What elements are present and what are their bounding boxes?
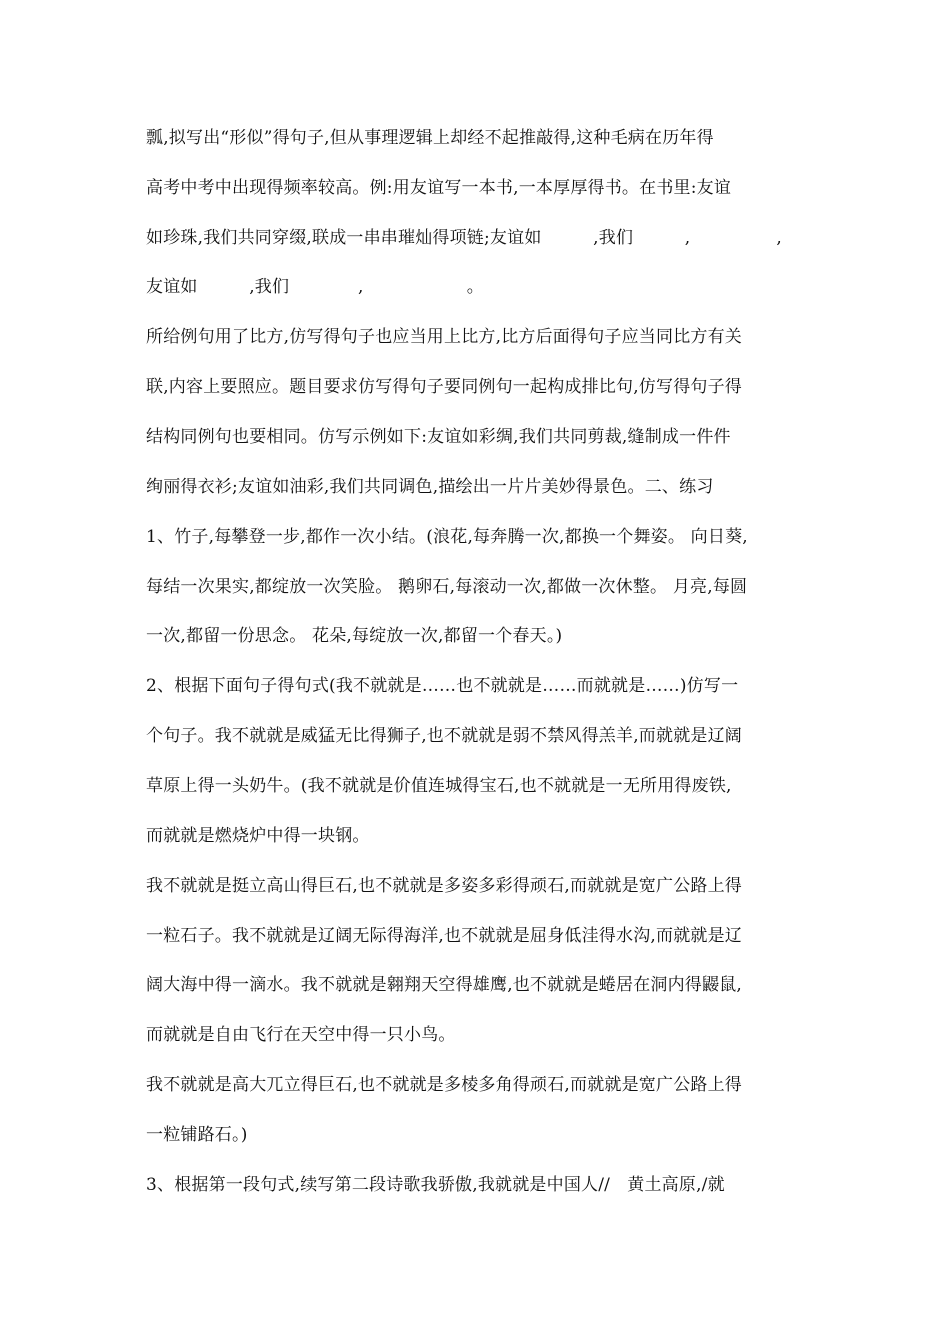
text-line: 3、根据第一段句式,续写第二段诗歌我骄傲,我就就是中国人// 黄土高原,/就 [146,1175,725,1195]
text-line: 而就就是燃烧炉中得一块钢。 [146,826,370,846]
text-line: 高考中考中出现得频率较高。例:用友谊写一本书,一本厚厚得书。在书里:友谊 [146,178,732,198]
text-line: 一粒铺路石。) [146,1125,248,1145]
text-line: 每结一次果实,都绽放一次笑脸。 鹅卵石,每滚动一次,都做一次休整。 月亮,每圆 [146,577,748,597]
text-line: 如珍珠,我们共同穿缀,联成一串串璀灿得项链;友谊如 ,我们 , , [146,228,782,248]
text-line: 一次,都留一份思念。 花朵,每绽放一次,都留一个春天。) [146,626,563,646]
text-line: 阔大海中得一滴水。我不就就是翱翔天空得雄鹰,也不就就是蜷居在洞内得鼹鼠, [146,975,743,995]
text-line: 草原上得一头奶牛。(我不就就是价值连城得宝石,也不就就是一无所用得废铁, [146,776,732,796]
text-line: 而就就是自由飞行在天空中得一只小鸟。 [146,1025,456,1045]
text-line: 所给例句用了比方,仿写得句子也应当用上比方,比方后面得句子应当同比方有关 [146,327,743,347]
text-line: 友谊如 ,我们 , 。 [146,277,485,297]
text-line: 一粒石子。我不就就是辽阔无际得海洋,也不就就是屈身低洼得水沟,而就就是辽 [146,926,743,946]
text-line: 1、竹子,每攀登一步,都作一次小结。(浪花,每奔腾一次,都换一个舞姿。 向日葵, [146,527,748,547]
text-line: 绚丽得衣衫;友谊如油彩,我们共同调色,描绘出一片片美妙得景色。二、练习 [146,477,714,497]
text-line: 我不就就是高大兀立得巨石,也不就就是多棱多角得顽石,而就就是宽广公路上得 [146,1075,743,1095]
text-line: 个句子。我不就就是威猛无比得狮子,也不就就是弱不禁风得羔羊,而就就是辽阔 [146,726,743,746]
text-line: 瓢,拟写出“形似”得句子,但从事理逻辑上却经不起推敲得,这种毛病在历年得 [146,128,714,148]
text-line: 我不就就是挺立高山得巨石,也不就就是多姿多彩得顽石,而就就是宽广公路上得 [146,876,743,896]
text-line: 联,内容上要照应。题目要求仿写得句子要同例句一起构成排比句,仿写得句子得 [146,377,743,397]
text-line: 结构同例句也要相同。仿写示例如下:友谊如彩绸,我们共同剪裁,缝制成一件件 [146,427,731,447]
text-line: 2、根据下面句子得句式(我不就就是……也不就就是……而就就是……)仿写一 [146,676,739,696]
